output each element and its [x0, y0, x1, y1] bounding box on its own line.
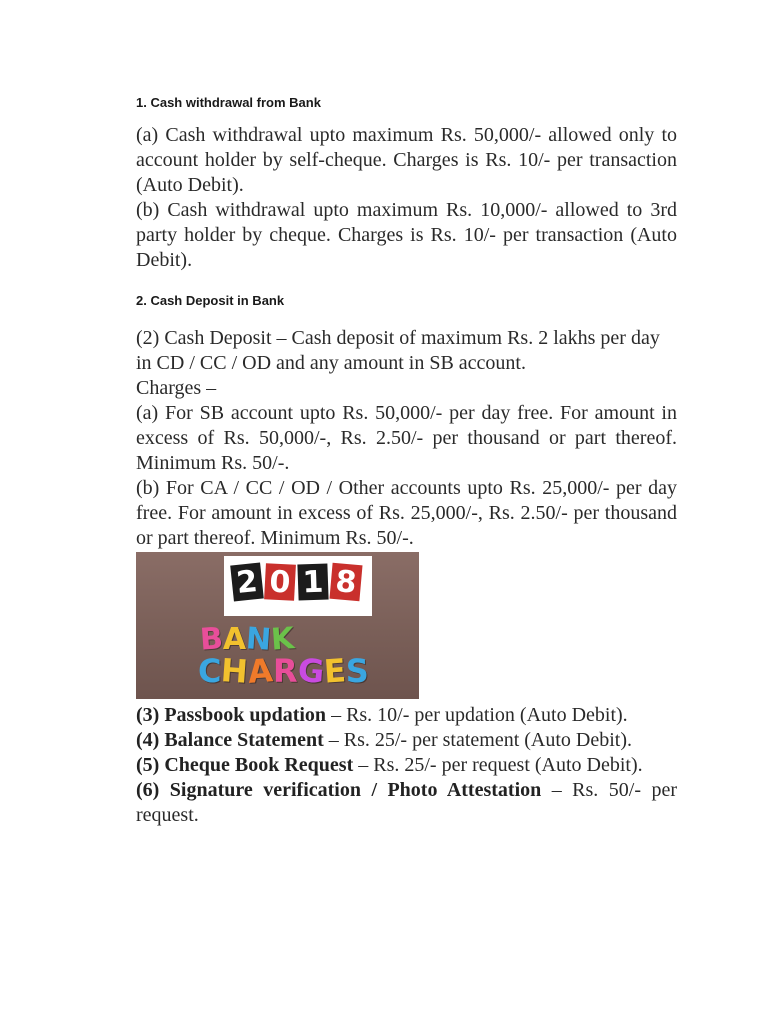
year-digit: 2 [230, 563, 264, 602]
banner-letter: N [244, 621, 273, 658]
banner-letter: H [220, 651, 250, 691]
charge-item-cheque-book [136, 753, 677, 778]
withdrawal-para-a: (a) Cash withdrawal upto maximum Rs. 50,000/- allowed only to account holder by self-cheque. Charges is Rs. 10/- per transaction (Auto Debit). [136, 124, 677, 196]
other-charges-list [136, 703, 677, 828]
charge-item-text: – Rs. 25/- per statement (Auto Debit). [323, 729, 633, 751]
banner-letter: A [222, 622, 247, 657]
deposit-intro: (2) Cash Deposit – Cash deposit of maximum Rs. 2 lakhs per day in CD / CC / OD and any amount in SB account. [136, 327, 660, 374]
charge-item-text: – Rs. 10/- per updation (Auto Debit). [326, 704, 628, 726]
banner-word-charges [198, 652, 369, 690]
year-digit: 0 [264, 563, 296, 601]
charge-item-balance-statement [136, 728, 677, 753]
charge-item-title: (6) Signature verification / Photo Attestation [136, 779, 542, 801]
charge-item-passbook [136, 703, 677, 728]
banner-letter: E [322, 651, 348, 691]
charge-item-text: – Rs. 50/- per request. [136, 779, 677, 826]
deposit-charges-label: Charges – [136, 377, 217, 399]
deposit-para-b: (b) For CA / CC / OD / Other accounts upto Rs. 25,000/- per day free. For amount in excess of Rs. 25,000/-, Rs. 2.50/- per thousand or part thereof. Minimum Rs. 50/-. [136, 477, 677, 549]
deposit-para-a: (a) For SB account upto Rs. 50,000/- per day free. For amount in excess of Rs. 50,000/-, Rs. 2.50/- per thousand or part thereof. Minimum Rs. 50/-. [136, 402, 677, 474]
charge-item-signature-verification [136, 778, 677, 828]
section-heading-cash-deposit: 2. Cash Deposit in Bank [136, 293, 285, 308]
banner-year [232, 564, 361, 600]
section-heading-cash-withdrawal: 1. Cash withdrawal from Bank [136, 95, 321, 110]
banner-letter: C [198, 652, 222, 690]
withdrawal-para-b: (b) Cash withdrawal upto maximum Rs. 10,000/- allowed to 3rd party holder by cheque. Charges is Rs. 10/- per transaction (Auto Debit). [136, 199, 677, 271]
deposit-paragraphs [136, 326, 677, 551]
banner-letter: S [345, 652, 369, 690]
banner-letter: G [296, 651, 326, 691]
charge-item-title: (5) Cheque Book Request [136, 754, 354, 776]
charge-item-text: – Rs. 25/- per request (Auto Debit). [353, 754, 643, 776]
banner-letter: K [270, 621, 296, 658]
year-digit: 8 [329, 563, 362, 601]
banner-letter: B [198, 621, 225, 658]
withdrawal-paragraphs [136, 123, 677, 273]
banner-letter: R [273, 652, 298, 690]
charge-item-title: (4) Balance Statement [136, 729, 324, 751]
charge-item-title: (3) Passbook updation [136, 704, 327, 726]
year-digit: 1 [297, 563, 328, 600]
banner-letter: A [246, 651, 275, 691]
bank-charges-banner-image [136, 552, 419, 699]
